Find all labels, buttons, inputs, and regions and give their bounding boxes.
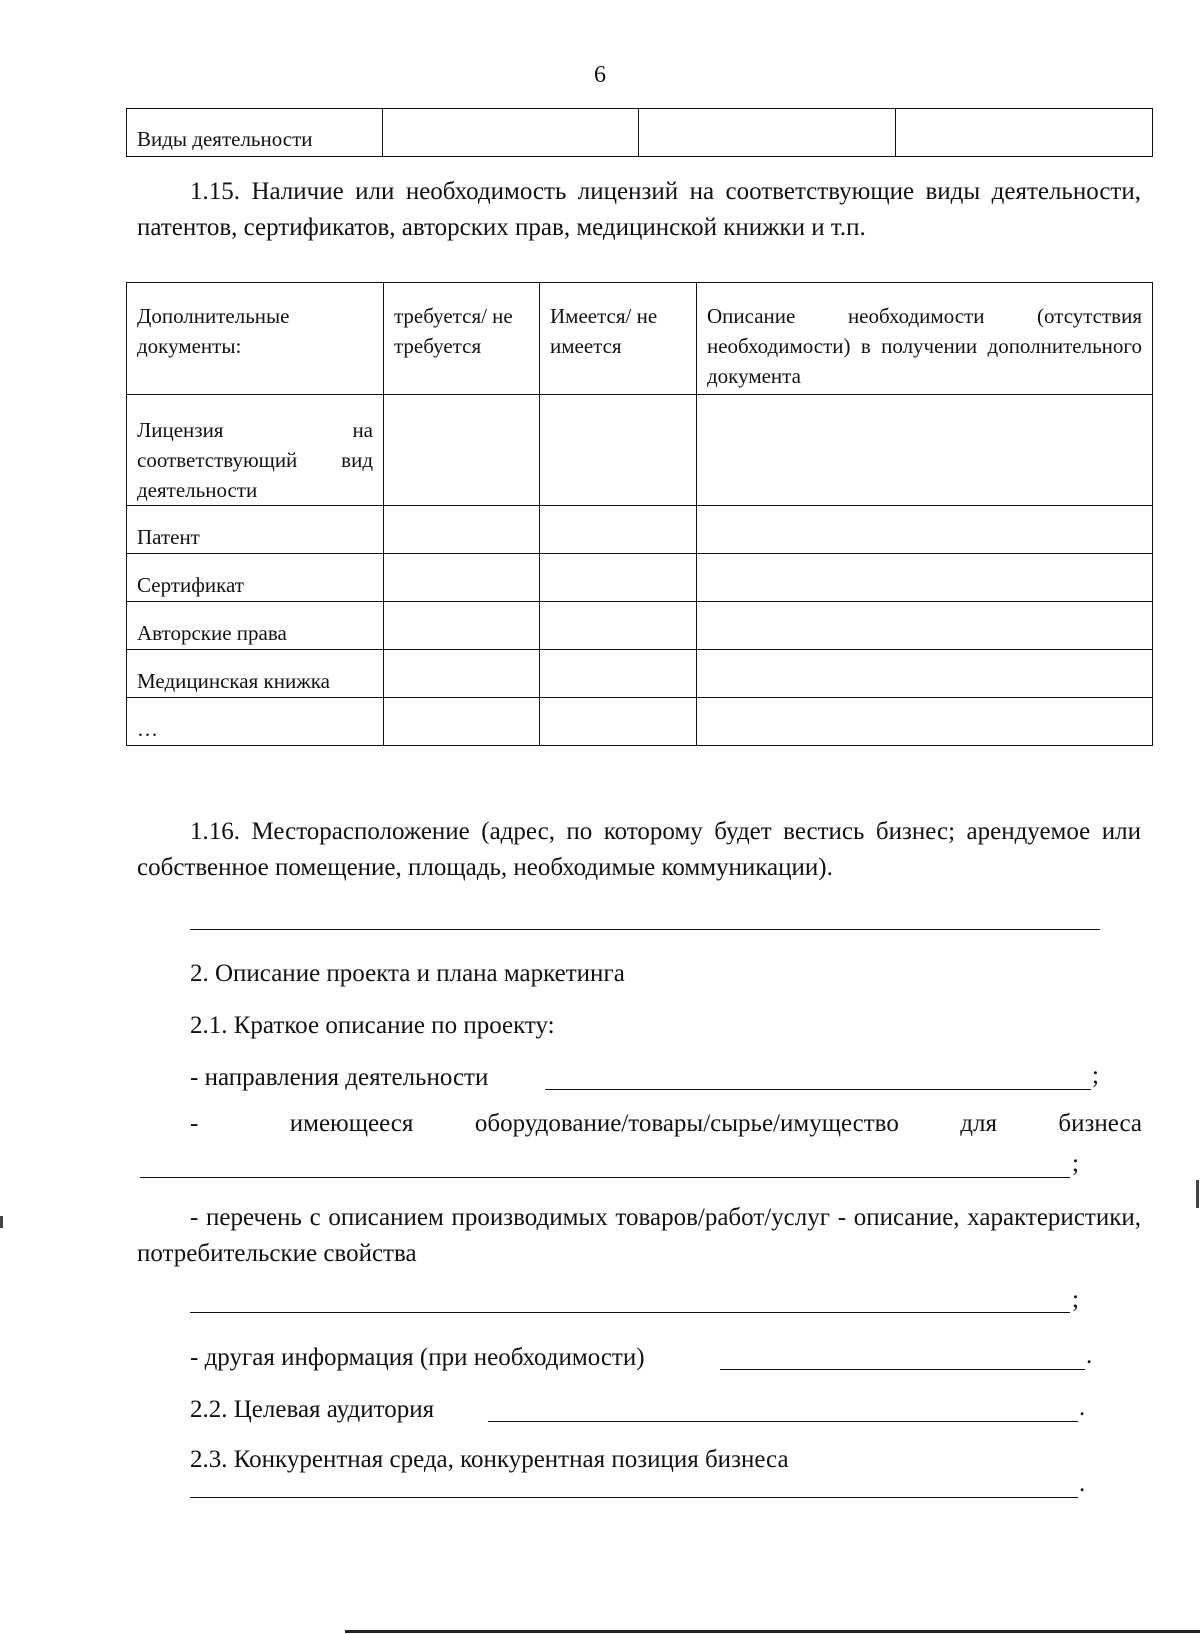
products-semicolon: ; (1072, 1286, 1079, 1313)
other-info-period: . (1086, 1342, 1093, 1369)
section-1-16-text: 1.16. Месторасположение (адрес, по которому будет вестись бизнес; арендуемое или собственное помещение, площадь, необходимые коммуникации). (137, 818, 1141, 881)
equipment-word-5: бизнеса (1058, 1110, 1142, 1137)
equipment-word-4: для (960, 1110, 997, 1137)
header-available: Имеется/ не имеется (540, 283, 697, 395)
row-medical-book-description[interactable] (697, 650, 1153, 698)
row-patent-description[interactable] (697, 506, 1153, 554)
equipment-word-1: - (190, 1110, 199, 1137)
row-certificate-required[interactable] (384, 554, 540, 602)
row-copyright-label: Авторские права (127, 602, 384, 650)
activities-cell-1[interactable] (383, 109, 639, 157)
section-2-title: 2. Описание проекта и плана маркетинга (190, 960, 625, 987)
competition-period: . (1079, 1470, 1086, 1497)
activities-cell-3[interactable] (896, 109, 1153, 157)
page-number: 6 (594, 62, 606, 88)
row-patent-available[interactable] (540, 506, 697, 554)
section-2-2-label: 2.2. Целевая аудитория (190, 1396, 435, 1423)
row-license-required[interactable] (384, 395, 540, 506)
location-blank-line[interactable] (190, 929, 1100, 930)
section-2-1-title: 2.1. Краткое описание по проекту: (190, 1012, 555, 1039)
row-license-description[interactable] (697, 395, 1153, 506)
row-certificate-label: Сертификат (127, 554, 384, 602)
row-patent-label: Патент (127, 506, 384, 554)
section-1-15-text: 1.15. Наличие или необходимость лицензий на соответствующие виды деятельности, патентов, сертификатов, авторских прав, медицинской книжки и т.п. (137, 178, 1141, 241)
row-license-available[interactable] (540, 395, 697, 506)
row-license-label: Лицензия на соответствующий вид деятельности (127, 395, 384, 506)
header-required: требуется/ не требуется (384, 283, 540, 395)
row-medical-book-available[interactable] (540, 650, 697, 698)
activities-directions-semicolon: ; (1092, 1062, 1099, 1089)
row-more-required[interactable] (384, 698, 540, 746)
activities-label: Виды деятельности (127, 109, 383, 157)
row-medical-book-label: Медицинская книжка (127, 650, 384, 698)
target-audience-period: . (1079, 1394, 1086, 1421)
header-documents: Дополнительные документы: (127, 283, 384, 395)
row-copyright-available[interactable] (540, 602, 697, 650)
equipment-word-2: имеющееся (289, 1110, 414, 1137)
row-medical-book-required[interactable] (384, 650, 540, 698)
activities-table (126, 108, 1153, 157)
competition-blank[interactable] (190, 1497, 1078, 1498)
row-copyright-description[interactable] (697, 602, 1153, 650)
target-audience-blank[interactable] (488, 1421, 1078, 1422)
products-blank[interactable] (190, 1312, 1070, 1313)
scan-left-mark (0, 1216, 3, 1228)
activities-cell-2[interactable] (639, 109, 896, 157)
section-2-3-label: 2.3. Конкурентная среда, конкурентная позиция бизнеса (190, 1446, 789, 1473)
activities-directions-label: - направления деятельности (190, 1064, 489, 1091)
row-certificate-description[interactable] (697, 554, 1153, 602)
documents-table (126, 282, 1153, 746)
scan-right-mark (1196, 1180, 1199, 1208)
row-copyright-required[interactable] (384, 602, 540, 650)
equipment-blank[interactable] (140, 1177, 1070, 1178)
equipment-semicolon: ; (1072, 1150, 1079, 1177)
other-info-label: - другая информация (при необходимости) (190, 1344, 645, 1371)
row-certificate-available[interactable] (540, 554, 697, 602)
activities-directions-blank[interactable] (545, 1089, 1091, 1090)
other-info-blank[interactable] (720, 1369, 1085, 1370)
equipment-word-3: оборудование/товары/сырье/имущество (474, 1110, 899, 1137)
scan-bottom-edge (345, 1630, 1200, 1633)
equipment-line (190, 1110, 1142, 1138)
products-text: - перечень с описанием производимых товаров/работ/услуг - описание, характеристики, потребительские свойства (137, 1204, 1141, 1267)
row-more-available[interactable] (540, 698, 697, 746)
row-more-description[interactable] (697, 698, 1153, 746)
row-patent-required[interactable] (384, 506, 540, 554)
row-more-label: … (127, 698, 384, 746)
header-description: Описание необходимости (отсутствия необходимости) в получении дополнительного документа (697, 283, 1153, 395)
